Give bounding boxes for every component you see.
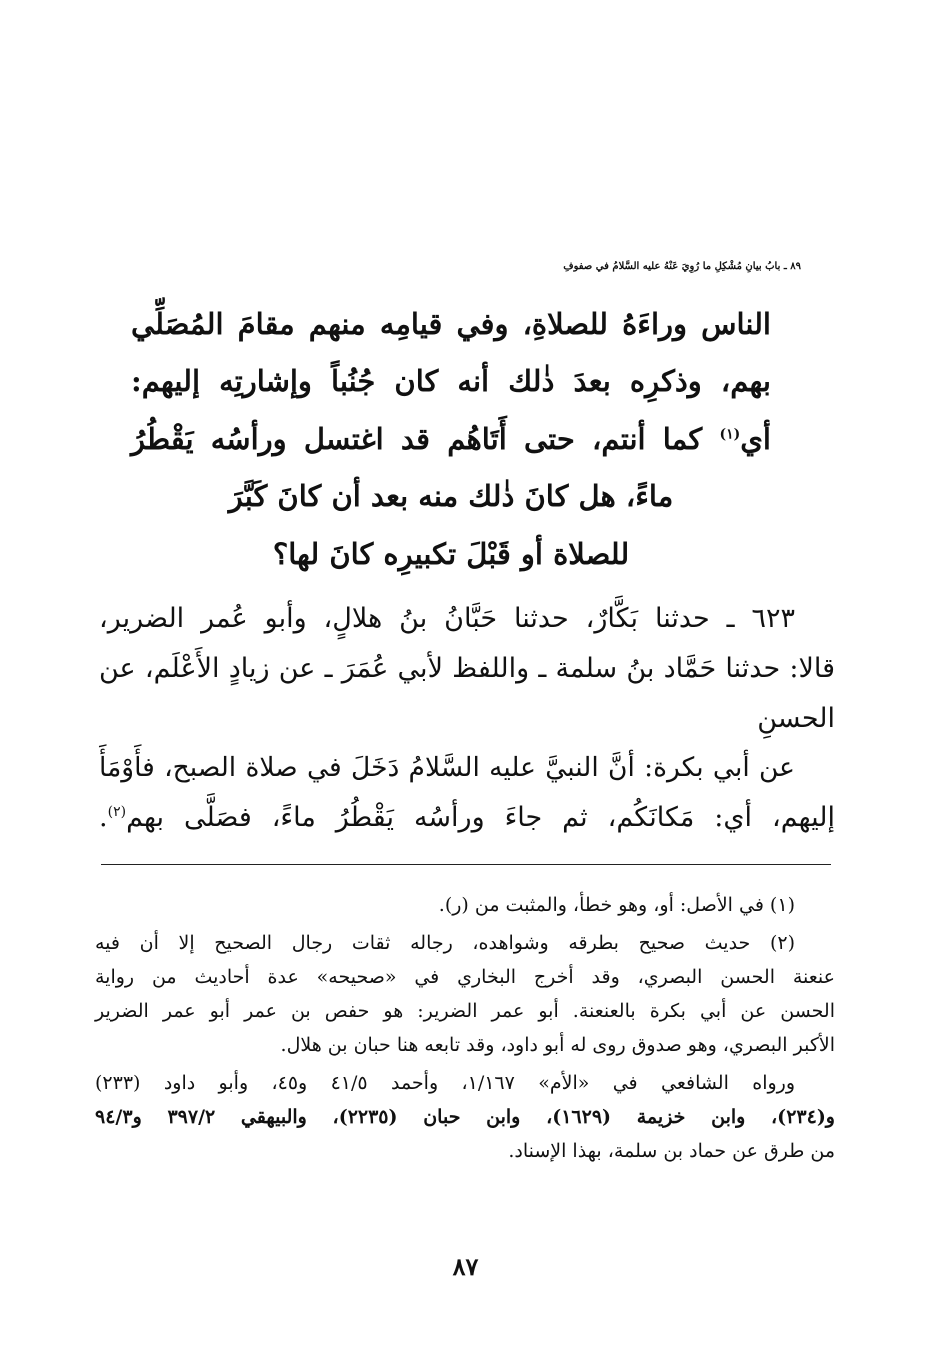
footnote-line: الحسن عن أبي بكرة بالعنعنة. أبو عمر الضرير: هو حفص بن عمر أبو عمر الضرير [95, 1000, 835, 1022]
footnote-1 [95, 888, 835, 922]
chapter-heading-line [131, 411, 771, 469]
footnote-line: ورواه الشافعي في «الأم» ١/١٦٧، وأحمد ٤١/٥ و٤٥، وأبو داود (٢٣٣) [95, 1072, 795, 1094]
footnote-line: (١) في الأصل: أو، وهو خطأ، والمثبت من (ر). [438, 894, 795, 916]
matn-line: عن أبي بكرة: أنَّ النبيَّ عليه السَّلامُ دَخَلَ في صلاة الصبح، فأَوْمَأَ [99, 752, 795, 783]
footnote-2 [95, 926, 835, 1062]
footnote-marker-2[interactable]: (٢) [107, 804, 127, 820]
footnote-marker-1[interactable]: (١) [719, 425, 741, 442]
footnote-separator [101, 864, 831, 865]
matn-text: إليهم، أي: مَكانَكُم، ثم جاءَ ورأسُه يَقْطُرُ ماءً، فصَلَّى بهم [126, 802, 835, 833]
hadith-matn [99, 743, 835, 843]
page-number: ٨٧ [452, 1252, 479, 1281]
matn-end: . [99, 802, 108, 833]
chapter-heading-line: ٨٩ ـ بابُ بيانِ مُشْكِلِ ما رُوِيَ عَنْهُ عليه السَّلامُ في صفوفِ [563, 261, 801, 272]
matn-line [99, 793, 835, 843]
chapter-heading-line: للصلاة أو قَبْلَ تكبيرِه كانَ لها؟ [272, 536, 630, 571]
chapter-heading-word: أي [740, 421, 771, 456]
hadith-isnad [99, 594, 835, 744]
isnad-line: قالا: حدثنا حَمَّاد بنُ سلمة ـ واللفظ لأبي عُمَرَ ـ عن زيادٍ الأَعْلَم، عن [99, 653, 835, 684]
chapter-heading [131, 238, 801, 583]
footnote-line: من طرق عن حماد بن سلمة، بهذا الإسناد. [508, 1140, 835, 1162]
chapter-heading-line: بهم، وذكرِه بعدَ ذٰلك أنه كان جُنُباً وإشارتِه إليهم: [131, 364, 771, 398]
footnotes [95, 888, 835, 1172]
footnote-line: الأكبر البصري، وهو صدوق روى له أبو داود، وقد تابعه هنا حبان بن هلال. [280, 1034, 835, 1056]
footnote-line: عنعنة الحسن البصري، وقد أخرج البخاري في «صحيحه» عدة أحاديث من رواية [95, 966, 835, 988]
footnote-line: و(٢٣٤)، وابن خزيمة (١٦٢٩)، وابن حبان (٢٢٣٥)، والبيهقي ٣٩٧/٢ و٩٤/٣ [95, 1106, 835, 1128]
chapter-heading-line: الناس وراءَهُ للصلاةِ، وفي قيامِه منهم مقامَ المُصَلِّي [131, 306, 771, 341]
isnad-line: الحسنِ [757, 703, 835, 734]
footnote-2-sources [95, 1066, 835, 1168]
chapter-heading-line: ماءً، هل كانَ ذٰلك منه بعد أن كانَ كَبَّرَ [228, 479, 674, 513]
isnad-line: ٦٢٣ ـ حدثنا بَكَّارٌ، حدثنا حَبَّانُ بنُ هلالٍ، وأبو عُمر الضرير، [99, 603, 795, 634]
footnote-line: (٢) حديث صحيح بطرقه وشواهده، رجاله ثقات رجال الصحيح إلا أن فيه [95, 932, 795, 954]
chapter-heading-text: كما أنتم، حتى أَتَاهُم قد اغتسل ورأسُه يَقْطُرُ [131, 421, 703, 456]
